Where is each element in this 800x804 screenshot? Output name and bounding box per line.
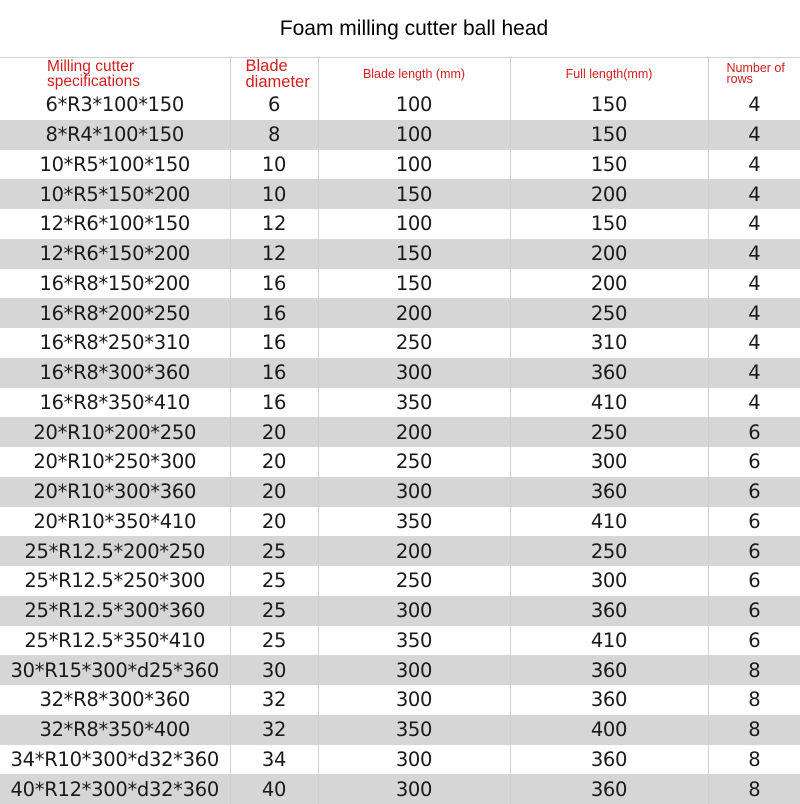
cell-blade-length: 350 [318,626,510,656]
cell-blade-length: 300 [318,745,510,775]
cell-full-length: 200 [510,179,708,209]
table-body [0,90,800,804]
cell-blade-length: 300 [318,358,510,388]
table-row [0,536,800,566]
cell-full-length: 150 [510,209,708,239]
cell-blade-length: 300 [318,774,510,804]
header-spec-line2: specifications [47,73,141,90]
header-rows-line1: Number of [726,61,785,75]
cell-full-length: 410 [510,507,708,537]
cell-full-length: 310 [510,328,708,358]
table-row [0,507,800,537]
cell-blade-diameter: 20 [230,507,318,537]
table-row [0,358,800,388]
cell-blade-length: 300 [318,655,510,685]
cell-blade-diameter: 20 [230,417,318,447]
header-number-of-rows [708,58,800,91]
cell-full-length: 360 [510,774,708,804]
table-row [0,566,800,596]
cell-full-length: 360 [510,477,708,507]
cell-spec: 32*R8*300*360 [39,688,191,712]
header-blade-line1: Blade [245,57,288,75]
cell-number-of-rows: 4 [708,209,800,239]
cell-number-of-rows: 4 [708,150,800,180]
header-blade-length: Blade length (mm) [318,58,510,91]
cell-blade-length: 250 [318,328,510,358]
cell-blade-length: 350 [318,507,510,537]
cell-blade-diameter: 32 [230,715,318,745]
table-header-row [0,58,800,91]
spec-table [0,57,800,804]
cell-full-length: 250 [510,536,708,566]
cell-spec: 16*R8*250*310 [39,331,191,355]
table-row [0,269,800,299]
table-row [0,179,800,209]
cell-full-length: 410 [510,626,708,656]
cell-blade-length: 200 [318,298,510,328]
cell-blade-length: 300 [318,596,510,626]
cell-spec: 12*R6*150*200 [39,242,191,266]
cell-full-length: 200 [510,239,708,269]
cell-number-of-rows: 8 [708,745,800,775]
header-spec [0,58,230,91]
cell-blade-length: 100 [318,150,510,180]
page-title: Foam milling cutter ball head [279,16,549,40]
table-row [0,626,800,656]
cell-blade-diameter: 10 [230,179,318,209]
table-row [0,477,800,507]
cell-blade-length: 250 [318,566,510,596]
cell-blade-length: 350 [318,388,510,418]
header-full-length: Full length(mm) [510,58,708,91]
cell-spec: 25*R12.5*200*250 [24,539,206,563]
table-row [0,685,800,715]
cell-spec: 40*R12*300*d32*360 [10,777,219,801]
cell-blade-diameter: 12 [230,239,318,269]
cell-number-of-rows: 6 [708,477,800,507]
cell-blade-length: 250 [318,447,510,477]
cell-spec: 8*R4*100*150 [45,123,184,147]
cell-number-of-rows: 8 [708,774,800,804]
cell-spec: 6*R3*100*150 [45,93,184,117]
cell-full-length: 250 [510,417,708,447]
table-row [0,745,800,775]
cell-blade-length: 100 [318,90,510,120]
cell-blade-diameter: 40 [230,774,318,804]
cell-number-of-rows: 6 [708,626,800,656]
table-row [0,715,800,745]
cell-full-length: 300 [510,447,708,477]
cell-blade-length: 150 [318,269,510,299]
cell-blade-diameter: 16 [230,328,318,358]
cell-number-of-rows: 4 [708,239,800,269]
cell-number-of-rows: 8 [708,685,800,715]
cell-number-of-rows: 4 [708,358,800,388]
table-row [0,209,800,239]
cell-blade-length: 350 [318,715,510,745]
table-row [0,239,800,269]
cell-blade-diameter: 25 [230,566,318,596]
cell-blade-diameter: 30 [230,655,318,685]
cell-blade-diameter: 20 [230,477,318,507]
cell-number-of-rows: 6 [708,566,800,596]
cell-full-length: 200 [510,269,708,299]
cell-full-length: 400 [510,715,708,745]
cell-spec: 32*R8*350*400 [39,718,191,742]
cell-full-length: 150 [510,90,708,120]
cell-blade-diameter: 12 [230,209,318,239]
cell-blade-length: 150 [318,179,510,209]
cell-full-length: 300 [510,566,708,596]
cell-blade-diameter: 16 [230,298,318,328]
cell-number-of-rows: 4 [708,388,800,418]
cell-spec: 10*R5*100*150 [39,152,191,176]
cell-full-length: 360 [510,358,708,388]
cell-full-length: 150 [510,150,708,180]
cell-blade-diameter: 34 [230,745,318,775]
cell-blade-length: 200 [318,417,510,447]
cell-spec: 20*R10*250*300 [33,450,197,474]
cell-spec: 25*R12.5*300*360 [24,599,206,623]
cell-blade-diameter: 25 [230,626,318,656]
header-spec-line1: Milling cutter [47,58,134,75]
cell-number-of-rows: 4 [708,328,800,358]
cell-blade-diameter: 10 [230,150,318,180]
table-row [0,120,800,150]
cell-spec: 20*R10*300*360 [33,480,197,504]
table-row [0,150,800,180]
header-rows-line2: rows [726,72,753,86]
cell-blade-length: 150 [318,239,510,269]
cell-blade-length: 300 [318,477,510,507]
cell-number-of-rows: 6 [708,417,800,447]
cell-blade-diameter: 16 [230,269,318,299]
table-row [0,447,800,477]
cell-number-of-rows: 4 [708,269,800,299]
table-row [0,596,800,626]
cell-number-of-rows: 4 [708,298,800,328]
cell-full-length: 360 [510,685,708,715]
cell-spec: 10*R5*150*200 [39,182,191,206]
cell-blade-length: 100 [318,120,510,150]
table-row [0,298,800,328]
table-row [0,417,800,447]
cell-number-of-rows: 6 [708,447,800,477]
cell-full-length: 150 [510,120,708,150]
cell-number-of-rows: 6 [708,596,800,626]
cell-number-of-rows: 8 [708,715,800,745]
cell-blade-diameter: 25 [230,596,318,626]
cell-number-of-rows: 4 [708,179,800,209]
cell-number-of-rows: 6 [708,507,800,537]
cell-blade-length: 200 [318,536,510,566]
cell-spec: 34*R10*300*d32*360 [10,747,219,771]
header-blade-diameter [230,58,318,91]
cell-spec: 20*R10*350*410 [33,509,197,533]
cell-blade-diameter: 16 [230,358,318,388]
cell-spec: 12*R6*100*150 [39,212,191,236]
cell-blade-diameter: 20 [230,447,318,477]
table-row [0,90,800,120]
cell-full-length: 360 [510,596,708,626]
cell-full-length: 360 [510,745,708,775]
cell-blade-diameter: 8 [230,120,318,150]
cell-number-of-rows: 4 [708,120,800,150]
cell-spec: 16*R8*200*250 [39,301,191,325]
cell-blade-length: 100 [318,209,510,239]
cell-full-length: 410 [510,388,708,418]
cell-spec: 25*R12.5*350*410 [24,628,206,652]
cell-spec: 16*R8*300*360 [39,361,191,385]
cell-number-of-rows: 6 [708,536,800,566]
cell-number-of-rows: 8 [708,655,800,685]
table-row [0,388,800,418]
cell-number-of-rows: 4 [708,90,800,120]
header-blade-line2: diameter [245,73,310,90]
table-row [0,328,800,358]
cell-blade-diameter: 16 [230,388,318,418]
cell-spec: 25*R12.5*250*300 [24,569,206,593]
cell-full-length: 250 [510,298,708,328]
cell-spec: 30*R15*300*d25*360 [10,658,219,682]
cell-spec: 16*R8*150*200 [39,271,191,295]
cell-full-length: 360 [510,655,708,685]
cell-blade-length: 300 [318,685,510,715]
cell-blade-diameter: 32 [230,685,318,715]
cell-spec: 20*R10*200*250 [33,420,197,444]
cell-blade-diameter: 6 [230,90,318,120]
cell-spec: 16*R8*350*410 [39,390,191,414]
cell-blade-diameter: 25 [230,536,318,566]
table-row [0,655,800,685]
